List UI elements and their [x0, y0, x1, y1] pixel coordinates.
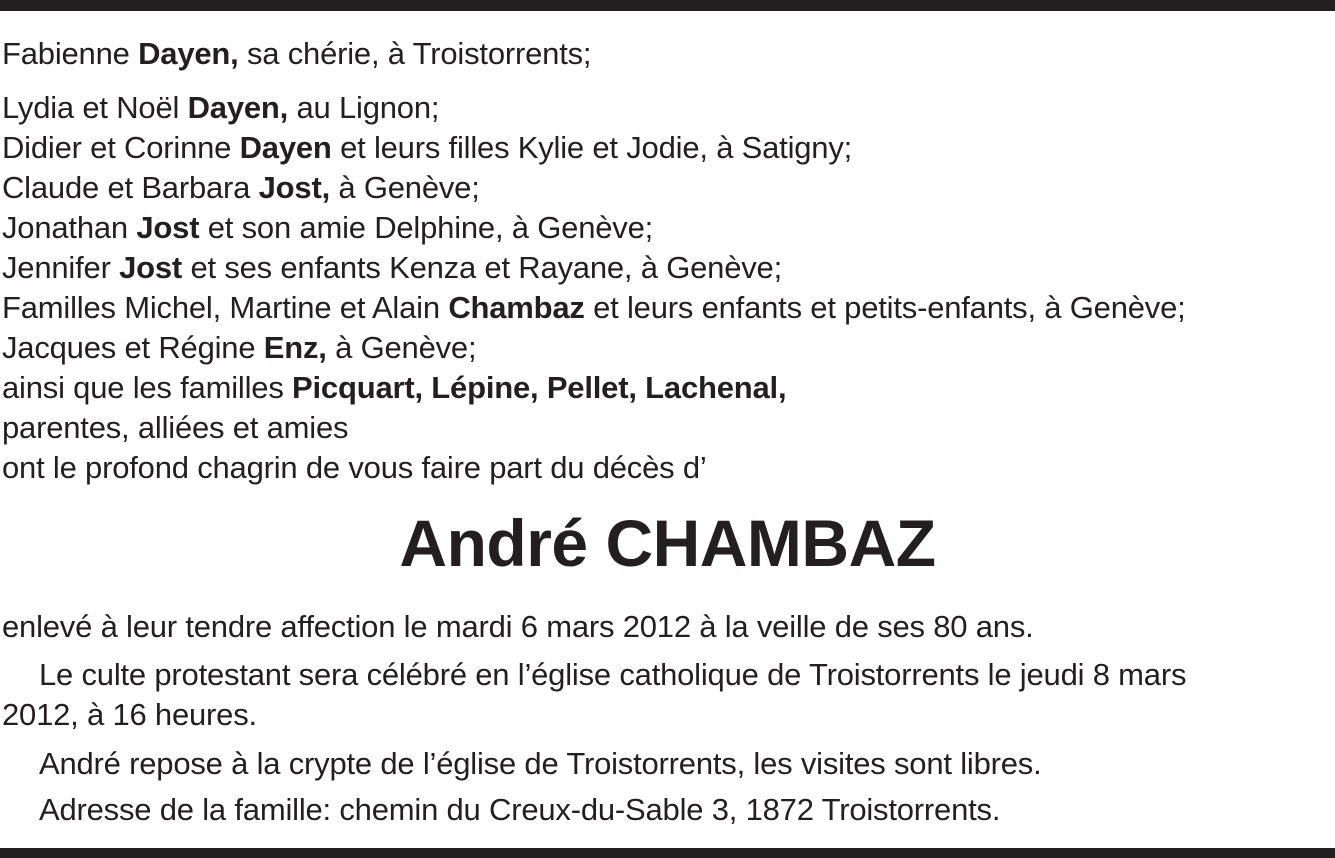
family-line-5: Jonathan Jost et son amie Delphine, à Genève;	[2, 210, 654, 245]
family-line-10: parentes, alliées et amies	[2, 410, 349, 445]
bottom-rule	[0, 848, 1335, 858]
announcement-line: ont le profond chagrin de vous faire part du décès d’	[2, 450, 707, 485]
deceased-name: André CHAMBAZ	[399, 506, 936, 580]
family-line-1: Fabienne Dayen, sa chérie, à Troistorrents;	[2, 36, 592, 71]
family-line-2: Lydia et Noël Dayen, au Lignon;	[2, 90, 440, 125]
service-line-1: Le culte protestant sera célébré en l’église catholique de Troistorrents le jeudi 8 mars	[39, 657, 1187, 692]
family-line-9: ainsi que les familles Picquart, Lépine, Pellet, Lachenal,	[2, 370, 787, 405]
family-line-3: Didier et Corinne Dayen et leurs filles Kylie et Jodie, à Satigny;	[2, 130, 853, 165]
crypt-line: André repose à la crypte de l’église de Troistorrents, les visites sont libres.	[39, 746, 1042, 781]
family-line-6: Jennifer Jost et ses enfants Kenza et Rayane, à Genève;	[2, 250, 782, 285]
family-line-8: Jacques et Régine Enz, à Genève;	[2, 330, 477, 365]
service-line-2: 2012, à 16 heures.	[2, 697, 257, 732]
top-rule	[0, 0, 1335, 11]
passing-line: enlevé à leur tendre affection le mardi 6 mars 2012 à la veille de ses 80 ans.	[2, 609, 1034, 644]
address-line: Adresse de la famille: chemin du Creux-du-Sable 3, 1872 Troistorrents.	[39, 792, 1001, 827]
family-line-4: Claude et Barbara Jost, à Genève;	[2, 170, 480, 205]
family-line-7: Familles Michel, Martine et Alain Chambaz et leurs enfants et petits-enfants, à Genève;	[2, 290, 1186, 325]
